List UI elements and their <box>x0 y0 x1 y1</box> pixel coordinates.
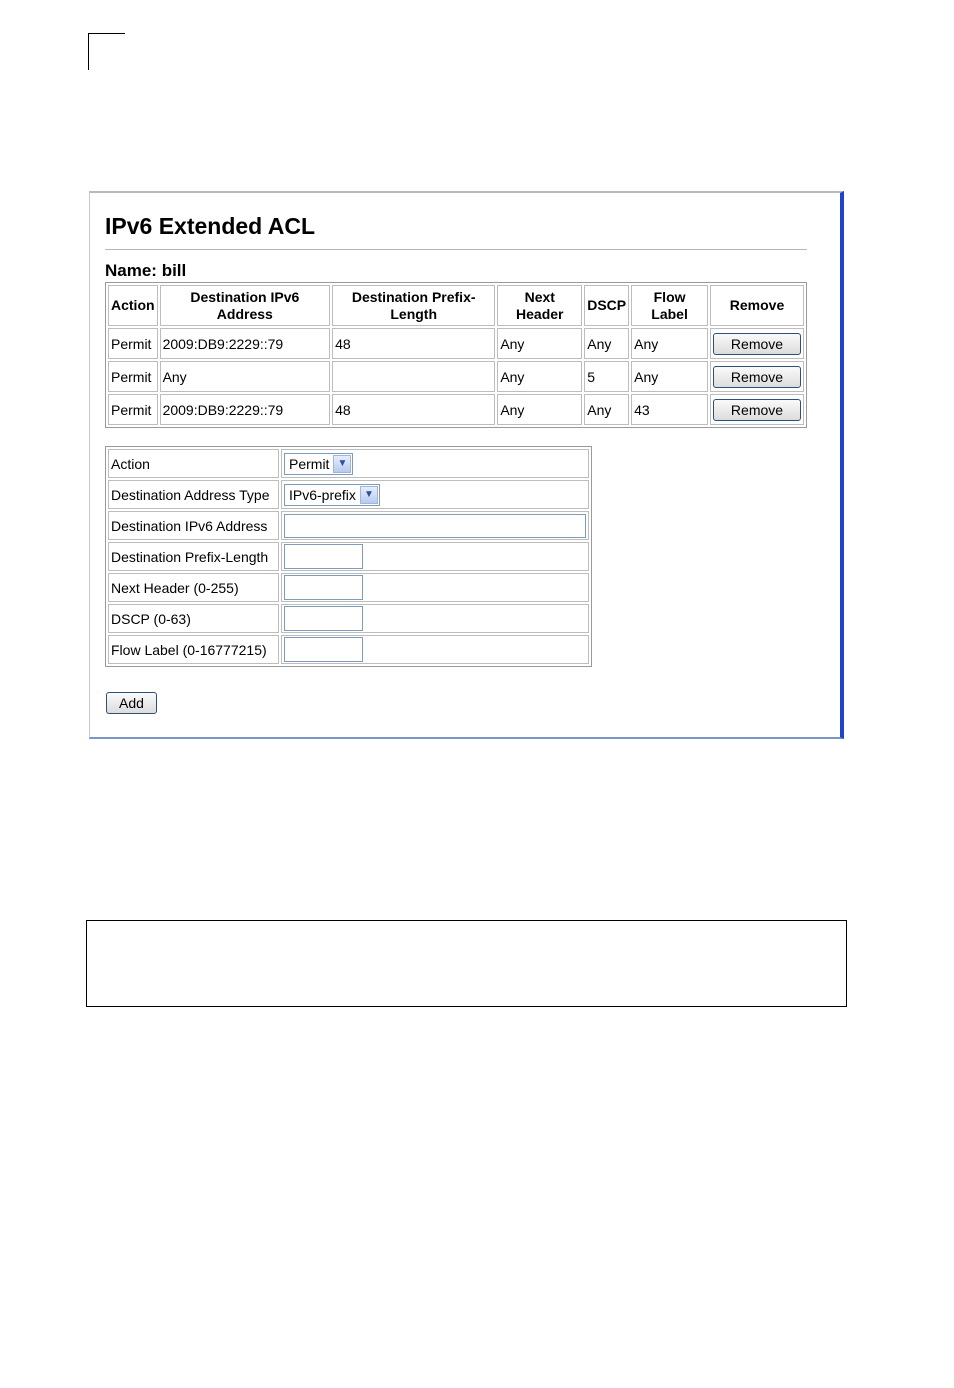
col-dscp: DSCP <box>584 285 629 326</box>
dscp-input[interactable] <box>284 606 363 631</box>
acl-name-label: Name: <box>105 261 157 280</box>
next-header-field-cell <box>281 573 589 602</box>
cell-next-header: Any <box>497 328 582 359</box>
prefix-length-input[interactable] <box>284 544 363 569</box>
table-row <box>108 328 804 359</box>
form-row-dscp <box>108 604 589 633</box>
form-row-next-header <box>108 573 589 602</box>
address-type-select-value: IPv6-prefix <box>289 486 356 503</box>
add-rule-form <box>105 446 592 667</box>
col-destination-address: Destination IPv6 Address <box>160 285 331 326</box>
next-header-input[interactable] <box>284 575 363 600</box>
flow-label-label: Flow Label (0-16777215) <box>108 635 279 664</box>
prefix-length-label: Destination Prefix-Length <box>108 542 279 571</box>
acl-name-value: bill <box>161 261 187 280</box>
col-prefix-length: Destination Prefix-Length <box>332 285 495 326</box>
action-label: Action <box>108 449 279 478</box>
chevron-down-icon: ▼ <box>360 486 378 504</box>
chevron-down-icon: ▼ <box>333 455 351 473</box>
dscp-label: DSCP (0-63) <box>108 604 279 633</box>
col-remove: Remove <box>710 285 804 326</box>
cell-remove <box>710 361 804 392</box>
remove-button[interactable]: Remove <box>713 333 801 355</box>
action-select[interactable] <box>284 453 353 475</box>
form-row-ipv6-address <box>108 511 589 540</box>
prefix-length-field-cell <box>281 542 589 571</box>
col-next-header: Next Header <box>497 285 582 326</box>
cell-dscp: Any <box>584 328 629 359</box>
cell-flow-label: Any <box>631 361 708 392</box>
title-divider <box>105 249 807 250</box>
cell-dscp: Any <box>584 394 629 425</box>
table-row <box>108 361 804 392</box>
flow-label-input[interactable] <box>284 637 363 662</box>
cell-dscp: 5 <box>584 361 629 392</box>
remove-button[interactable]: Remove <box>713 366 801 388</box>
address-type-field-cell <box>281 480 589 509</box>
dscp-field-cell <box>281 604 589 633</box>
cell-action: Permit <box>108 361 158 392</box>
form-row-prefix-length <box>108 542 589 571</box>
table-row <box>108 394 804 425</box>
acl-panel <box>89 191 844 739</box>
cell-flow-label: 43 <box>631 394 708 425</box>
cell-flow-label: Any <box>631 328 708 359</box>
cell-prefix: 48 <box>332 394 495 425</box>
cell-action: Permit <box>108 328 158 359</box>
cell-next-header: Any <box>497 394 582 425</box>
cell-address: Any <box>160 361 331 392</box>
action-field-cell <box>281 449 589 478</box>
next-header-label: Next Header (0-255) <box>108 573 279 602</box>
page-title: IPv6 Extended ACL <box>105 213 316 239</box>
form-row-address-type <box>108 480 589 509</box>
empty-text-box <box>86 920 847 1007</box>
acl-name <box>105 261 186 281</box>
add-button[interactable]: Add <box>106 692 157 714</box>
address-type-label: Destination Address Type <box>108 480 279 509</box>
cell-address: 2009:DB9:2229::79 <box>160 328 331 359</box>
col-flow-label: Flow Label <box>631 285 708 326</box>
page-corner-mark <box>88 33 125 70</box>
cell-remove <box>710 328 804 359</box>
action-select-value: Permit <box>289 455 330 472</box>
ipv6-address-input[interactable] <box>284 514 586 538</box>
cell-prefix <box>332 361 495 392</box>
remove-button[interactable]: Remove <box>713 399 801 421</box>
cell-address: 2009:DB9:2229::79 <box>160 394 331 425</box>
form-row-flow-label <box>108 635 589 664</box>
cell-action: Permit <box>108 394 158 425</box>
cell-next-header: Any <box>497 361 582 392</box>
table-header-row <box>108 285 804 326</box>
ipv6-address-label: Destination IPv6 Address <box>108 511 279 540</box>
ipv6-address-field-cell <box>281 511 589 540</box>
col-action: Action <box>108 285 158 326</box>
form-row-action <box>108 449 589 478</box>
flow-label-field-cell <box>281 635 589 664</box>
acl-rules-table <box>105 282 807 428</box>
address-type-select[interactable] <box>284 484 380 506</box>
cell-prefix: 48 <box>332 328 495 359</box>
cell-remove <box>710 394 804 425</box>
